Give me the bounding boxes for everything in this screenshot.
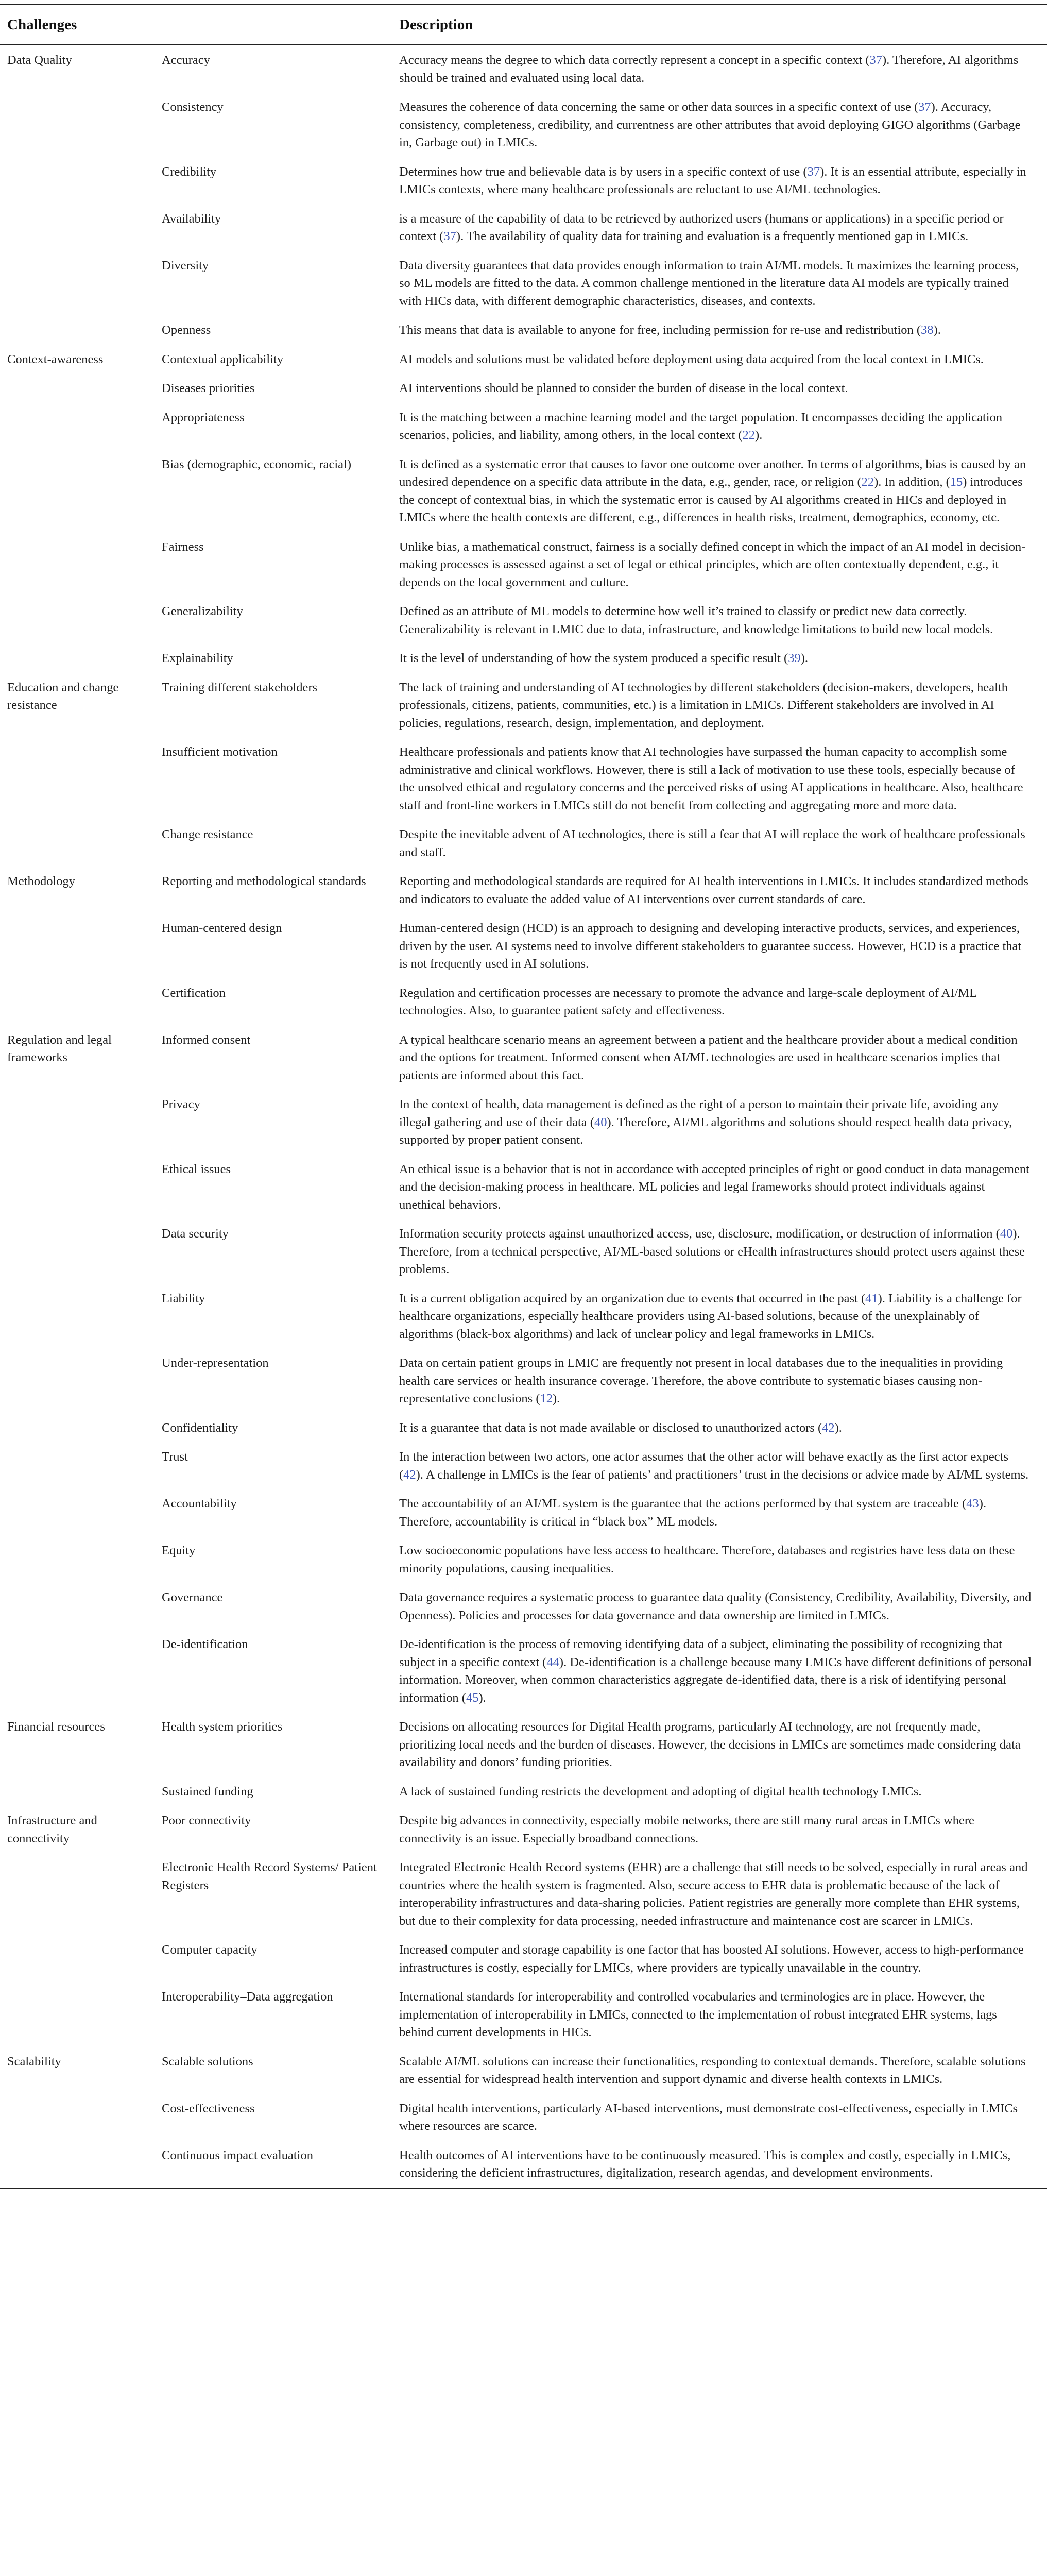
- table-row: [0, 1284, 1047, 1349]
- challenge-category: Context-awareness: [7, 352, 104, 366]
- challenge-subcategory: Accuracy: [162, 53, 210, 67]
- description-text: Unlike bias, a mathematical construct, fairness is a socially defined concept in which the impact of an AI model in decision-making processes is assessed against a set of legal or ethical principles, which are often contextually dependent, e.g., it depends on the local government and culture.: [399, 539, 1026, 589]
- challenge-subcategory: Certification: [162, 986, 226, 1000]
- description-text: Human-centered design (HCD) is an approach to designing and developing interactive products, services, and experiences, driven by the user. AI systems need to involve different stakeholders to guarantee success. However, HCD is a practice that is not frequently used in AI solutions.: [399, 921, 1022, 971]
- table-row: [0, 597, 1047, 643]
- description-text: ).: [478, 1690, 486, 1705]
- description-text: Despite the inevitable advent of AI technologies, there is still a fear that AI will replace the work of healthcare professionals and staff.: [399, 827, 1025, 859]
- challenge-category: [0, 820, 160, 867]
- challenge-category: [0, 1284, 160, 1349]
- description-text: Digital health interventions, particularly AI-based interventions, must demonstrate cost-effectiveness, especially in LMICs where resources are scarce.: [399, 2101, 1018, 2133]
- description-text: AI models and solutions must be validated before deployment using data acquired from the local context in LMICs.: [399, 352, 984, 366]
- description-text: Regulation and certification processes are necessary to promote the advance and large-scale deployment of AI/ML technologies. Also, to guarantee patient safety and effectiveness.: [399, 986, 977, 1018]
- challenge-category: [0, 157, 160, 204]
- table-row: [0, 157, 1047, 204]
- challenge-category: [0, 1982, 160, 2047]
- challenge-category: [0, 1090, 160, 1155]
- description-text: Information security protects against unauthorized access, use, disclosure, modification, or destruction of information (: [399, 1227, 1000, 1241]
- description-text: It is the matching between a machine learning model and the target population. It encompasses deciding the application scenarios, policies, and liability, among others, in the local context (: [399, 410, 1003, 442]
- challenge-subcategory: Poor connectivity: [162, 1814, 251, 1827]
- challenge-subcategory: Availability: [162, 211, 221, 226]
- challenge-description: [399, 1413, 1047, 1443]
- challenge-description: [399, 867, 1047, 913]
- reference-link[interactable]: 41: [865, 1291, 878, 1306]
- challenge-category: [0, 374, 160, 403]
- challenge-category: [0, 1630, 160, 1712]
- challenge-description: [399, 45, 1047, 92]
- challenge-category: Scalability: [7, 2054, 61, 2069]
- description-text: ). A challenge in LMICs is the fear of patients’ and practitioners’ trust in the decisions or advice made by AI/ML systems.: [416, 1467, 1029, 1482]
- challenge-subcategory: Under-representation: [162, 1356, 269, 1370]
- reference-link[interactable]: 12: [540, 1392, 553, 1405]
- reference-link[interactable]: 40: [1000, 1227, 1013, 1241]
- table-row: [0, 1583, 1047, 1630]
- description-text: ). The availability of quality data for training and evaluation is a frequently mentioned gap in LMICs.: [456, 229, 969, 243]
- challenge-subcategory: Scalable solutions: [162, 2054, 253, 2069]
- reference-link[interactable]: 38: [921, 323, 934, 337]
- description-text: ). Therefore, from a technical perspective, AI/ML-based solutions or eHealth infrastructures should protect users against these problems.: [399, 1227, 1025, 1276]
- challenge-description: [399, 157, 1047, 204]
- header-challenges: Challenges: [0, 5, 399, 45]
- description-text: Determines how true and believable data is by users in a specific context of use (: [399, 164, 808, 179]
- challenge-subcategory: De-identification: [162, 1637, 248, 1651]
- description-text: Data diversity guarantees that data provides enough information to train AI/ML models. It maximizes the learning process, so ML models are fitted to the data. A common challenge mentioned in the literature data AI models are typically trained with HICs data, with different demographic characteristics, diseases, and contexts.: [399, 258, 1019, 308]
- table-row: [0, 532, 1047, 597]
- table-row: [0, 1806, 1047, 1853]
- description-text: Low socioeconomic populations have less access to healthcare. Therefore, databases and registries have less data on these minority populations, causing inequalities.: [399, 1544, 1015, 1575]
- challenge-subcategory: Openness: [162, 323, 211, 337]
- table-row: [0, 1348, 1047, 1413]
- challenge-subcategory: Trust: [162, 1450, 188, 1464]
- challenge-subcategory: Training different stakeholders: [162, 680, 318, 694]
- description-text: ).: [755, 428, 763, 442]
- challenge-subcategory: Generalizability: [162, 604, 243, 618]
- challenge-category: [0, 1155, 160, 1219]
- challenge-category: [0, 403, 160, 450]
- table-row: [0, 978, 1047, 1025]
- table-row: [0, 867, 1047, 913]
- challenge-subcategory: Contextual applicability: [162, 352, 284, 366]
- header-description: Description: [399, 5, 1047, 45]
- challenge-subcategory: Data security: [162, 1227, 229, 1241]
- challenge-category: Methodology: [7, 874, 76, 888]
- challenge-category: [0, 597, 160, 643]
- challenge-description: [399, 1982, 1047, 2047]
- challenge-subcategory: Change resistance: [162, 827, 253, 841]
- challenge-subcategory: Informed consent: [162, 1032, 251, 1047]
- description-text: ). Therefore, AI algorithms should be trained and evaluated using local data.: [399, 53, 1019, 85]
- reference-link[interactable]: 22: [861, 475, 874, 489]
- description-text: Decisions on allocating resources for Digital Health programs, particularly AI technology, are not frequently made, prioritizing local needs and the burden of diseases. However, the decisions in LMICs are sometimes made considering data availability and donors’ funding priorities.: [399, 1720, 1021, 1769]
- challenge-subcategory: Sustained funding: [162, 1784, 253, 1799]
- description-text: AI interventions should be planned to consider the burden of disease in the local context.: [399, 381, 848, 395]
- challenge-subcategory: Bias (demographic, economic, racial): [162, 457, 352, 471]
- reference-link[interactable]: 40: [594, 1115, 607, 1129]
- challenge-description: [399, 1025, 1047, 1090]
- reference-link[interactable]: 37: [869, 53, 883, 67]
- description-text: In the interaction between two actors, one actor assumes that the other actor will behave exactly as the first actor expects (: [399, 1450, 1009, 1482]
- reference-link[interactable]: 15: [950, 475, 963, 489]
- challenge-category: [0, 1348, 160, 1413]
- description-text: ). Liability is a challenge for healthcare organizations, especially healthcare providers using AI-based solutions, because of the unexplainably of algorithms (black-box algorithms) and lack of unclear policy and legal frameworks in LMICs.: [399, 1291, 1022, 1341]
- description-text: It is a current obligation acquired by an organization due to events that occurred in the past (: [399, 1291, 866, 1306]
- challenge-description: [399, 1806, 1047, 1853]
- challenge-subcategory: Health system priorities: [162, 1720, 283, 1734]
- description-text: ).: [800, 651, 809, 665]
- challenge-description: [399, 1489, 1047, 1536]
- table-row: [0, 913, 1047, 978]
- challenge-description: [399, 251, 1047, 316]
- challenge-description: [399, 1442, 1047, 1489]
- table-row: [0, 1219, 1047, 1284]
- description-text: This means that data is available to anyone for free, including permission for re-use and redistribution (: [399, 323, 921, 337]
- challenge-subcategory: Electronic Health Record Systems/ Patient Registers: [162, 1860, 377, 1892]
- reference-link[interactable]: 37: [807, 164, 820, 179]
- challenge-description: [399, 673, 1047, 738]
- challenge-description: [399, 374, 1047, 403]
- challenge-subcategory: Human-centered design: [162, 921, 282, 935]
- table-row: [0, 673, 1047, 738]
- table-row: [0, 2047, 1047, 2094]
- challenge-description: [399, 1583, 1047, 1630]
- challenge-category: [0, 1853, 160, 1935]
- challenge-category: [0, 1489, 160, 1536]
- reference-link[interactable]: 44: [546, 1655, 559, 1669]
- challenge-description: [399, 1219, 1047, 1284]
- table-row: [0, 450, 1047, 532]
- challenge-subcategory: Interoperability–Data aggregation: [162, 1990, 333, 2004]
- table-row: [0, 1536, 1047, 1583]
- table-row: [0, 2141, 1047, 2188]
- description-text: Measures the coherence of data concerning the same or other data sources in a specific context of use (: [399, 100, 919, 114]
- challenge-subcategory: Cost-effectiveness: [162, 2101, 255, 2115]
- table-row: [0, 251, 1047, 316]
- challenge-category: [0, 1219, 160, 1284]
- table-row: [0, 1025, 1047, 1090]
- challenge-category: [0, 978, 160, 1025]
- challenge-subcategory: Diversity: [162, 258, 209, 273]
- challenge-description: [399, 978, 1047, 1025]
- challenge-subcategory: Confidentiality: [162, 1420, 238, 1435]
- table-row: [0, 1090, 1047, 1155]
- challenge-subcategory: Diseases priorities: [162, 381, 255, 395]
- challenge-description: [399, 315, 1047, 345]
- description-text: ). De-identification is a challenge because many LMICs have different definitions of personal information. Moreover, when common characteristics aggregate de-identified data, there is a risk of identifying personal information (: [399, 1655, 1032, 1705]
- reference-link[interactable]: 42: [822, 1420, 835, 1435]
- description-text: De-identification is the process of removing identifying data of a subject, eliminating the possibility of recognizing that subject in a specific context (: [399, 1637, 1002, 1669]
- challenge-category: Regulation and legal frameworks: [7, 1032, 112, 1064]
- challenge-category: [0, 532, 160, 597]
- description-text: A typical healthcare scenario means an agreement between a patient and the healthcare provider about a medical condition and the options for treatment. Informed consent when AI/ML technologies are used in healthcare scenarios implies that patients are informed about this fact.: [399, 1032, 1018, 1082]
- challenge-description: [399, 1536, 1047, 1583]
- table-row: [0, 1442, 1047, 1489]
- description-text: Integrated Electronic Health Record systems (EHR) are a challenge that still needs to be solved, especially in rural areas and countries where the health system is fragmented. Also, secure access to EHR data is problematic because of the lack of interoperability infrastructures and data-sharing policies. Patient registries are generally more complete than EHR systems, but due to their complexity for data processing, needed infrastructure and maintenance cost are scarcer in LMICs.: [399, 1860, 1028, 1928]
- description-text: ).: [834, 1420, 842, 1435]
- reference-link[interactable]: 39: [788, 651, 801, 665]
- description-text: It is defined as a systematic error that causes to favor one outcome over another. In terms of algorithms, bias is caused by an undesired dependence on a specific data attribute in the data, e.g., gender, race, or religion (: [399, 457, 1026, 489]
- description-text: Increased computer and storage capability is one factor that has boosted AI solutions. However, access to high-performance infrastructures is costly, especially for LMICs, where providers are typically unavailable in the country.: [399, 1943, 1024, 1975]
- challenge-category: [0, 1536, 160, 1583]
- challenge-description: [399, 450, 1047, 532]
- challenge-subcategory: Reporting and methodological standards: [162, 874, 366, 888]
- description-text: Data governance requires a systematic process to guarantee data quality (Consistency, Credibility, Availability, Diversity, and Openness). Policies and processes for data governance and data ownership are limited in LMICs.: [399, 1590, 1032, 1622]
- reference-link[interactable]: 22: [742, 428, 756, 442]
- challenge-description: [399, 1853, 1047, 1935]
- challenge-description: [399, 1712, 1047, 1777]
- description-text: A lack of sustained funding restricts the development and adopting of digital health technology LMICs.: [399, 1784, 922, 1799]
- description-text: Defined as an attribute of ML models to determine how well it’s trained to classify or predict new data correctly. Generalizability is relevant in LMIC due to data, infrastructure, and knowledge limitations to build new local models.: [399, 604, 993, 636]
- challenge-subcategory: Ethical issues: [162, 1162, 231, 1176]
- challenge-category: [0, 1442, 160, 1489]
- challenge-category: [0, 913, 160, 978]
- challenge-category: [0, 2094, 160, 2141]
- description-text: Healthcare professionals and patients know that AI technologies have surpassed the human capacity to accomplish some administrative and clinical workflows. However, there is still a lack of motivation to use these tools, especially because of the unsolved ethical and regulatory concerns and the perceived risks of using AI applications in healthcare. Also, healthcare staff and front-line workers in LMICs still do not benefit from collecting and aggregating more and more data.: [399, 745, 1023, 812]
- challenge-category: [0, 251, 160, 316]
- description-text: Despite big advances in connectivity, especially mobile networks, there are still many rural areas in LMICs where connectivity is an issue. Especially broadband connections.: [399, 1814, 974, 1845]
- reference-link[interactable]: 37: [918, 100, 931, 114]
- description-text: Data on certain patient groups in LMIC are frequently not present in local databases due to the inequalities in providing health care services or health insurance coverage. Therefore, the above contribute to systematic biases causing non-representative conclusions (: [399, 1356, 1003, 1405]
- table-row: [0, 92, 1047, 157]
- challenge-category: [0, 1583, 160, 1630]
- challenge-category: [0, 643, 160, 673]
- description-text: is a measure of the capability of data to be retrieved by authorized users (humans or applications) in a specific period or context (: [399, 211, 1004, 243]
- challenge-subcategory: Insufficient motivation: [162, 745, 278, 759]
- description-text: In the context of health, data management is defined as the right of a person to maintain their private life, avoiding any illegal gathering and use of their data (: [399, 1097, 999, 1129]
- description-text: Health outcomes of AI interventions have to be continuously measured. This is complex and costly, especially in LMICs, considering the deficient infrastructures, digitalization, research agendas, and development environments.: [399, 2148, 1011, 2180]
- table-body: [0, 45, 1047, 2188]
- reference-link[interactable]: 37: [443, 229, 456, 243]
- challenge-description: [399, 1155, 1047, 1219]
- challenge-description: [399, 597, 1047, 643]
- description-text: ). It is an essential attribute, especially in LMICs contexts, where many healthcare professionals are reluctant to use AI/ML technologies.: [399, 164, 1026, 196]
- description-text: International standards for interoperability and controlled vocabularies and terminologies are in place. However, the implementation of interoperability in LMICs, connected to the implementation of robust integrated EHR systems, lags behind current developments in HICs.: [399, 1990, 997, 2039]
- table-row: [0, 820, 1047, 867]
- challenge-description: [399, 643, 1047, 673]
- reference-link[interactable]: 42: [403, 1467, 416, 1482]
- table-row: [0, 1982, 1047, 2047]
- challenge-category: Education and change resistance: [7, 680, 119, 712]
- description-text: ). Therefore, AI/ML algorithms and solutions should respect health data privacy, supported by proper patient consent.: [399, 1115, 1012, 1147]
- challenge-subcategory: Privacy: [162, 1097, 200, 1111]
- challenge-description: [399, 204, 1047, 251]
- challenge-description: [399, 737, 1047, 820]
- description-text: The accountability of an AI/ML system is the guarantee that the actions performed by that system are traceable (: [399, 1497, 967, 1511]
- description-text: ).: [933, 323, 941, 337]
- table-row: [0, 1777, 1047, 1806]
- challenge-subcategory: Computer capacity: [162, 1943, 258, 1957]
- table-header: [0, 5, 1047, 45]
- table-row: [0, 2094, 1047, 2141]
- description-text: ) introduces the concept of contextual bias, in which the systematic error is caused by AI algorithms created in HICs and deployed in LMICs where the health contexts are different, e.g., differences in health risks, treatment, demographics, economy, etc.: [399, 475, 1023, 524]
- challenge-subcategory: Equity: [162, 1544, 196, 1557]
- table-row: [0, 1630, 1047, 1712]
- challenge-subcategory: Governance: [162, 1590, 223, 1604]
- table-row: [0, 1712, 1047, 1777]
- challenge-subcategory: Fairness: [162, 539, 204, 554]
- challenges-table: [0, 4, 1047, 2189]
- challenge-description: [399, 1348, 1047, 1413]
- table-row: [0, 1853, 1047, 1935]
- table-row: [0, 403, 1047, 450]
- description-text: ).: [552, 1392, 560, 1405]
- header-row: [0, 5, 1047, 45]
- description-text: ). In addition, (: [874, 475, 950, 489]
- description-text: The lack of training and understanding of AI technologies by different stakeholders (decision-makers, developers, health professionals, citizens, patients, communities, etc.) is a limitation in LMICs. Different stakeholders are involved in AI policies, regulations, research, design, implementation, and deployment.: [399, 680, 1008, 730]
- challenge-description: [399, 2141, 1047, 2188]
- challenge-category: Data Quality: [7, 53, 72, 67]
- challenge-subcategory: Continuous impact evaluation: [160, 2141, 399, 2188]
- challenge-description: [399, 1935, 1047, 1982]
- challenge-category: Financial resources: [7, 1720, 105, 1734]
- table-row: [0, 374, 1047, 403]
- challenge-subcategory: Liability: [162, 1291, 205, 1306]
- table-row: [0, 1155, 1047, 1219]
- description-text: Accuracy means the degree to which data correctly represent a concept in a specific context (: [399, 53, 870, 67]
- challenge-description: [399, 1630, 1047, 1712]
- description-text: It is a guarantee that data is not made available or disclosed to unauthorized actors (: [399, 1420, 822, 1435]
- challenge-description: [399, 345, 1047, 374]
- challenge-description: [399, 913, 1047, 978]
- challenge-description: [399, 1777, 1047, 1806]
- description-text: ). Therefore, accountability is critical in “black box” ML models.: [399, 1497, 986, 1529]
- description-text: An ethical issue is a behavior that is not in accordance with accepted principles of right or good conduct in data management and the decision-making process in healthcare. ML policies and legal frameworks should protect individuals against unethical behaviors.: [399, 1162, 1029, 1212]
- challenge-category: [0, 1413, 160, 1443]
- challenge-description: [399, 1284, 1047, 1349]
- challenge-description: [399, 2094, 1047, 2141]
- table-row: [0, 1935, 1047, 1982]
- challenge-description: [399, 403, 1047, 450]
- challenge-category: [0, 315, 160, 345]
- challenge-description: [399, 92, 1047, 157]
- table-row: [0, 315, 1047, 345]
- table-row: [0, 643, 1047, 673]
- challenge-category: [0, 450, 160, 532]
- table-row: [0, 345, 1047, 374]
- challenge-description: [399, 820, 1047, 867]
- challenge-description: [399, 532, 1047, 597]
- description-text: It is the level of understanding of how the system produced a specific result (: [399, 651, 788, 665]
- table-row: [0, 737, 1047, 820]
- reference-link[interactable]: 43: [966, 1497, 979, 1511]
- challenge-description: [399, 2047, 1047, 2094]
- challenge-subcategory: Credibility: [162, 164, 217, 179]
- challenge-category: [0, 92, 160, 157]
- challenge-category: [0, 2141, 160, 2188]
- challenge-subcategory: Accountability: [162, 1497, 237, 1511]
- description-text: Reporting and methodological standards are required for AI health interventions in LMICs. It includes standardized methods and indicators to evaluate the added value of AI interventions over current standards of care.: [399, 874, 1028, 906]
- challenge-category: [0, 1777, 160, 1806]
- challenge-category: [0, 204, 160, 251]
- table-row: [0, 1489, 1047, 1536]
- challenge-description: [399, 1090, 1047, 1155]
- description-text: Scalable AI/ML solutions can increase their functionalities, responding to contextual demands. Therefore, scalable solutions are essential for widespread health intervention and support dynamic and diverse health contexts in LMICs.: [399, 2054, 1026, 2086]
- reference-link[interactable]: 45: [466, 1690, 479, 1705]
- challenge-subcategory: Appropriateness: [162, 410, 245, 425]
- table-row: [0, 204, 1047, 251]
- challenge-subcategory: Consistency: [162, 100, 224, 114]
- description-text: ). Accuracy, consistency, completeness, credibility, and currentness are other attributes that avoid deploying GIGO algorithms (Garbage in, Garbage out) in LMICs.: [399, 100, 1021, 149]
- table-row: [0, 1413, 1047, 1443]
- challenge-category: [0, 1935, 160, 1982]
- challenge-subcategory: Explainability: [162, 651, 233, 665]
- challenge-category: [0, 737, 160, 820]
- table-row: [0, 45, 1047, 92]
- challenge-category: Infrastructure and connectivity: [7, 1814, 97, 1845]
